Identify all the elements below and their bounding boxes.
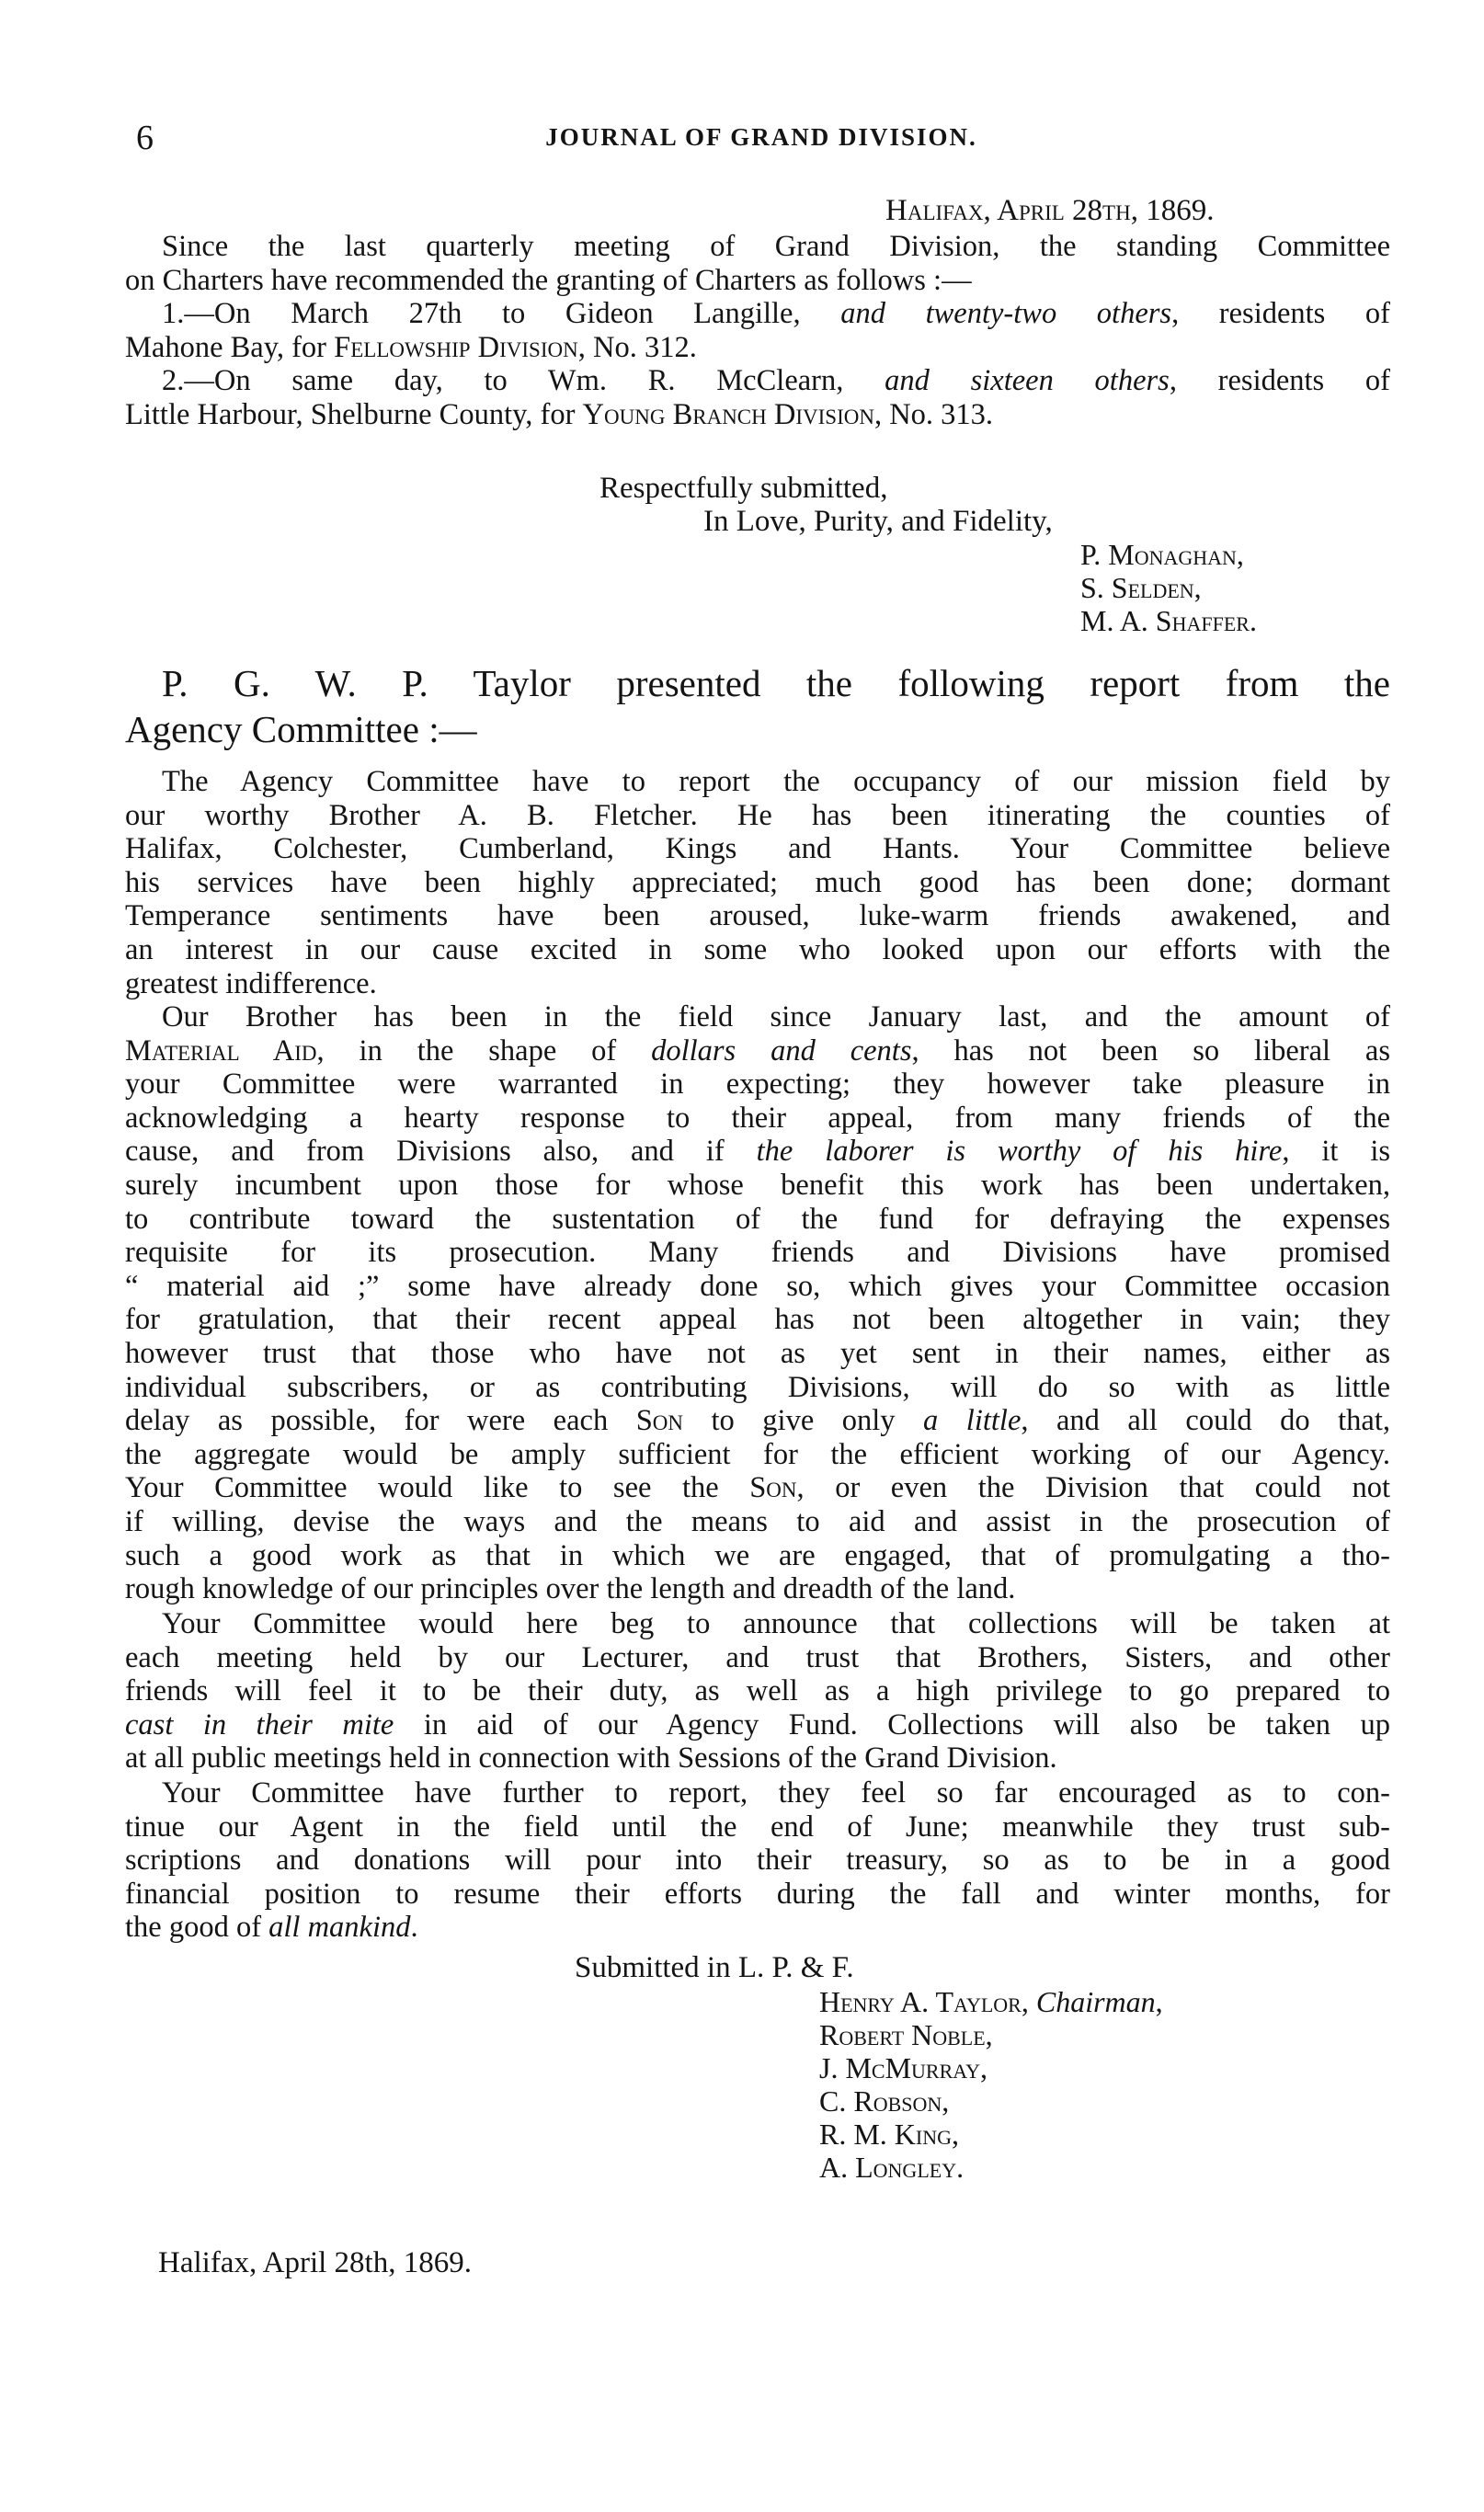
charters-dateline: Halifax, April 28th, 1869.	[885, 194, 1215, 227]
text-line: our worthy Brother A. B. Fletcher. He has been itinerating the counties of	[125, 798, 1390, 832]
text-line: The Agency Committee have to report the occupancy of our mission field by	[162, 765, 1390, 798]
heading-line: Agency Committee :—	[125, 708, 477, 750]
agency-paragraph-4	[125, 1776, 1390, 1945]
text-line: such a good work as that in which we are engaged, that of promulgating a tho-	[125, 1538, 1390, 1572]
text-line: Your Committee have further to report, they feel so far encouraged as to con-	[162, 1776, 1390, 1810]
text-line: Halifax, Colchester, Cumberland, Kings and Hants. Your Committee believe	[125, 832, 1390, 866]
committee-member: C. Robson,	[819, 2084, 950, 2118]
text-line: to contribute toward the sustentation of the fund for defraying the expenses	[125, 1202, 1390, 1236]
charter-item-1: 1.—On March 27th to Gideon Langille, and twenty-two others, residents of	[162, 297, 1390, 331]
closing-dateline: Halifax, April 28th, 1869.	[158, 2246, 472, 2279]
text-line: Our Brother has been in the field since January last, and the amount of	[162, 1000, 1390, 1033]
charters-intro	[125, 230, 1390, 432]
chairman-signatory: Henry A. Taylor, Chairman,	[819, 1985, 1163, 2018]
running-header	[136, 118, 1387, 164]
text-line: financial position to resume their efforts during the fall and winter months, for	[125, 1877, 1390, 1911]
text-line: Material Aid, in the shape of dollars and cents, has not been so liberal as	[125, 1033, 1390, 1068]
signatory: P. Monaghan,	[1080, 538, 1244, 571]
page-number: 6	[136, 119, 154, 157]
text-line: surely incumbent upon those for whose benefit this work has been undertaken,	[125, 1168, 1390, 1202]
signatory: S. Selden,	[1080, 571, 1202, 604]
text-line: at all public meetings held in connection with Sessions of the Grand Division.	[125, 1741, 1057, 1776]
text-line: an interest in our cause excited in some who looked upon our efforts with the	[125, 932, 1390, 966]
text-line: scriptions and donations will pour into their treasury, so as to be in a good	[125, 1844, 1390, 1878]
text-line: individual subscribers, or as contributing Divisions, will do so with as little	[125, 1370, 1390, 1404]
text-line: Temperance sentiments have been aroused, luke-warm friends awakened, and	[125, 899, 1390, 933]
agency-paragraph-3	[125, 1607, 1390, 1776]
closing-respectfully: Respectfully submitted,	[599, 472, 888, 505]
text-line: your Committee were warranted in expecting; they however take pleasure in	[125, 1068, 1390, 1102]
text-line: Since the last quarterly meeting of Grand Division, the standing Committee	[162, 230, 1390, 263]
text-line: delay as possible, for were each Son to give only a little, and all could do that,	[125, 1404, 1390, 1438]
signatory: M. A. Shaffer.	[1080, 604, 1257, 637]
text-line: rough knowledge of our principles over the length and dreadth of the land.	[125, 1572, 1016, 1606]
text-line: tinue our Agent in the field until the end of June; meanwhile they trust sub-	[125, 1810, 1390, 1844]
text-line: requisite for its prosecution. Many friends and Divisions have promised	[125, 1236, 1390, 1270]
charter-item-2-cont: Little Harbour, Shelburne County, for Young Branch Division, No. 313.	[125, 397, 994, 431]
committee-member: Robert Noble,	[819, 2018, 993, 2051]
running-title: JOURNAL OF GRAND DIVISION.	[545, 123, 977, 151]
committee-member: R. M. King,	[819, 2118, 960, 2151]
heading-line: P. G. W. P. Taylor presented the following report from the	[162, 662, 1390, 704]
agency-paragraph-2	[125, 1000, 1390, 1606]
text-line: if willing, devise the ways and the means to aid and assist in the prosecution of	[125, 1504, 1390, 1538]
text-line: cause, and from Divisions also, and if the laborer is worthy of his hire, it is	[125, 1135, 1390, 1169]
text-line: the good of all mankind.	[125, 1911, 418, 1945]
charter-item-2: 2.—On same day, to Wm. R. McClearn, and sixteen others, residents of	[162, 364, 1390, 398]
text-line: each meeting held by our Lecturer, and trust that Brothers, Sisters, and other	[125, 1640, 1390, 1674]
text-line: on Charters have recommended the granting of Charters as follows :—	[125, 263, 972, 297]
text-line: greatest indifference.	[125, 966, 377, 1000]
text-line: acknowledging a hearty response to their appeal, from many friends of the	[125, 1101, 1390, 1135]
text-line: Your Committee would like to see the Son, or even the Division that could not	[125, 1471, 1390, 1505]
text-line: for gratulation, that their recent appeal has not been altogether in vain; they	[125, 1303, 1390, 1337]
committee-member: J. McMurray,	[819, 2051, 988, 2084]
agency-heading	[125, 660, 1390, 752]
charter-item-1-cont: Mahone Bay, for Fellowship Division, No. 312.	[125, 330, 697, 364]
text-line: the aggregate would be amply sufficient for the efficient working of our Agency.	[125, 1437, 1390, 1471]
text-line: his services have been highly appreciated; much good has been done; dormant	[125, 865, 1390, 899]
committee-member: A. Longley.	[819, 2151, 965, 2184]
text-line: “ material aid ;” some have already done so, which gives your Committee occasion	[125, 1269, 1390, 1303]
text-line: however trust that those who have not as yet sent in their names, either as	[125, 1336, 1390, 1370]
submitted-line: Submitted in L. P. & F.	[575, 1951, 854, 1984]
closing-love-purity: In Love, Purity, and Fidelity,	[703, 505, 1053, 538]
text-line: friends will feel it to be their duty, as well as a high privilege to go prepared to	[125, 1674, 1390, 1708]
agency-paragraph-1	[125, 765, 1390, 1000]
text-line: Your Committee would here beg to announce that collections will be taken at	[162, 1607, 1390, 1640]
text-line: cast in their mite in aid of our Agency Fund. Collections will also be taken up	[125, 1707, 1390, 1741]
